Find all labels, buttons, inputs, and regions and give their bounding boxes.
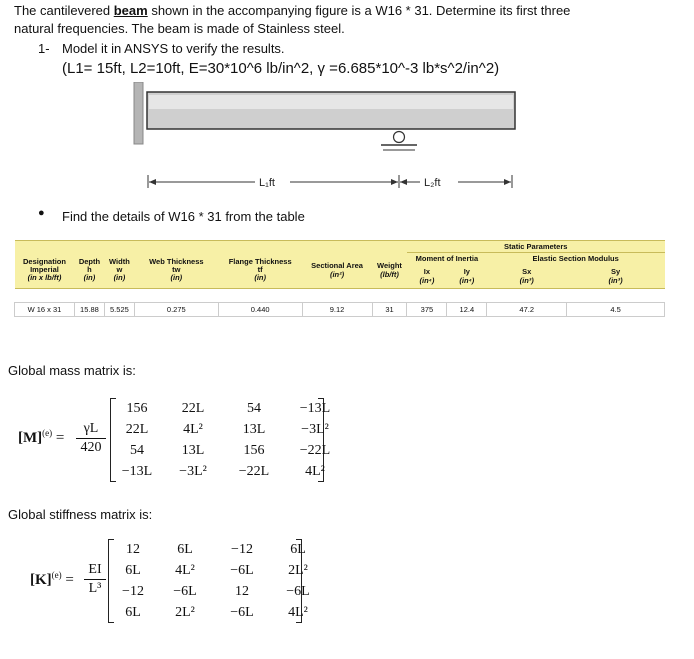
matrix-row bbox=[110, 602, 326, 623]
list-item-number: 1- bbox=[38, 41, 50, 56]
arrow-head bbox=[400, 179, 407, 185]
weight-header: Weight (lb/ft) bbox=[372, 253, 407, 289]
cell-iy: 12.4 bbox=[447, 303, 487, 317]
matrix-cell: −12 bbox=[122, 583, 144, 599]
matrix-row bbox=[112, 419, 346, 440]
beam-link: beam bbox=[113, 3, 148, 18]
matrix-cell: −3L² bbox=[301, 421, 329, 437]
problem-text: The cantilevered bbox=[14, 3, 114, 18]
matrix-cell: −13L bbox=[299, 400, 331, 416]
matrix-cell: −12 bbox=[231, 541, 253, 557]
iy-header: Iy (in⁴) bbox=[447, 265, 487, 289]
cell-ix: 375 bbox=[407, 303, 447, 317]
arrow-head bbox=[149, 179, 156, 185]
flange-thickness-header: Flange Thickness tf (in) bbox=[218, 253, 302, 289]
mass-matrix-heading: Global mass matrix is: bbox=[8, 363, 136, 378]
sx-header: Sx (in³) bbox=[487, 265, 567, 289]
parameters-line: (L1= 15ft, L2=10ft, E=30*10^6 lb/in^2, γ =6.685*10^-3 lb*s^2/in^2) bbox=[62, 60, 500, 77]
matrix-row bbox=[112, 398, 346, 419]
static-parameters-header: Static Parameters bbox=[407, 241, 665, 253]
matrix-cell: −6L bbox=[230, 604, 254, 620]
designation-header: Designation Imperial (in x lb/ft) bbox=[15, 253, 75, 289]
wall-support bbox=[134, 82, 143, 144]
depth-header: Depth h (in) bbox=[74, 253, 104, 289]
matrix-cell: −13L bbox=[121, 463, 153, 479]
label-l1: L₁ft bbox=[259, 177, 275, 189]
matrix-cell: −22L bbox=[299, 442, 331, 458]
matrix-row bbox=[110, 539, 326, 560]
cell-weight: 31 bbox=[372, 303, 407, 317]
beam-figure bbox=[120, 82, 520, 194]
problem-line-2: natural frequencies. The beam is made of Stainless steel. bbox=[14, 21, 345, 36]
matrix-row bbox=[110, 560, 326, 581]
matrix-cell: 54 bbox=[247, 400, 261, 416]
matrix-cell: 6L bbox=[177, 541, 193, 557]
cell-flange-thickness: 0.440 bbox=[218, 303, 302, 317]
label-l2: L₂ft bbox=[424, 177, 441, 189]
arrow-head bbox=[391, 179, 398, 185]
matrix-cell: −6L bbox=[230, 562, 254, 578]
stiffness-matrix-lhs: $[K]^{(e)}$ = bbox=[30, 570, 74, 588]
matrix-row bbox=[112, 461, 346, 482]
problem-text: shown in the accompanying figure is a W16 * 31. Determine its first three bbox=[147, 3, 571, 18]
web-thickness-header: Web Thickness tw (in) bbox=[134, 253, 218, 289]
matrix-cell: 12 bbox=[126, 541, 140, 557]
matrix-cell: −22L bbox=[238, 463, 270, 479]
roller-support bbox=[394, 132, 405, 143]
stiffness-matrix-heading: Global stiffness matrix is: bbox=[8, 507, 153, 522]
matrix-cell: 4L² bbox=[183, 421, 203, 437]
matrix-cell: 4L² bbox=[305, 463, 325, 479]
matrix-cell: 2L² bbox=[175, 604, 195, 620]
arrow-head bbox=[504, 179, 511, 185]
matrix-cell: 13L bbox=[242, 421, 266, 437]
matrix-cell: 22L bbox=[125, 421, 149, 437]
cell-web-thickness: 0.275 bbox=[134, 303, 218, 317]
matrix-cell: 6L bbox=[125, 604, 141, 620]
bullet-icon: ● bbox=[38, 207, 45, 219]
cell-sectional-area: 9.12 bbox=[302, 303, 372, 317]
matrix-cell: 22L bbox=[181, 400, 205, 416]
mass-matrix-lhs: $[M]^{(e)}$ = bbox=[18, 428, 65, 446]
matrix-cell: 2L² bbox=[288, 562, 308, 578]
matrix-cell: 156 bbox=[243, 442, 265, 458]
matrix-cell: −6L bbox=[173, 583, 197, 599]
section-table bbox=[14, 240, 665, 317]
sectional-area-header: Sectional Area (in²) bbox=[302, 253, 372, 289]
matrix-cell: 156 bbox=[126, 400, 148, 416]
sy-header: Sy (in³) bbox=[567, 265, 665, 289]
bullet-text: Find the details of W16 * 31 from the table bbox=[62, 209, 305, 224]
table-row bbox=[15, 303, 665, 317]
matrix-cell: 13L bbox=[181, 442, 205, 458]
beam-highlight bbox=[149, 95, 513, 109]
cell-sy: 4.5 bbox=[567, 303, 665, 317]
list-item-text: Model it in ANSYS to verify the results. bbox=[62, 41, 285, 56]
width-header: Width w (in) bbox=[104, 253, 134, 289]
matrix-cell: 4L² bbox=[175, 562, 195, 578]
mass-matrix bbox=[112, 398, 346, 482]
matrix-cell: −3L² bbox=[179, 463, 207, 479]
cell-sx: 47.2 bbox=[487, 303, 567, 317]
matrix-cell: 6L bbox=[290, 541, 306, 557]
problem-line-1 bbox=[14, 2, 570, 20]
matrix-cell: 54 bbox=[130, 442, 144, 458]
ix-header: Ix (in⁴) bbox=[407, 265, 447, 289]
matrix-row bbox=[112, 440, 346, 461]
matrix-cell: 6L bbox=[125, 562, 141, 578]
moment-of-inertia-header: Moment of Inertia bbox=[415, 254, 479, 264]
cell-width: 5.525 bbox=[104, 303, 134, 317]
stiffness-scalar: $\frac{EI}{\text{L³}}$ bbox=[84, 561, 106, 598]
matrix-cell: 4L² bbox=[288, 604, 308, 620]
matrix-row bbox=[110, 581, 326, 602]
elastic-section-modulus-header: Elastic Section Modulus bbox=[532, 254, 619, 264]
stiffness-matrix bbox=[110, 539, 326, 623]
mass-scalar: $\frac{\gamma L}{420}$ bbox=[76, 420, 106, 457]
matrix-cell: 12 bbox=[235, 583, 249, 599]
cell-designation: W 16 x 31 bbox=[15, 303, 75, 317]
matrix-cell: −6L bbox=[286, 583, 310, 599]
cell-depth: 15.88 bbox=[74, 303, 104, 317]
